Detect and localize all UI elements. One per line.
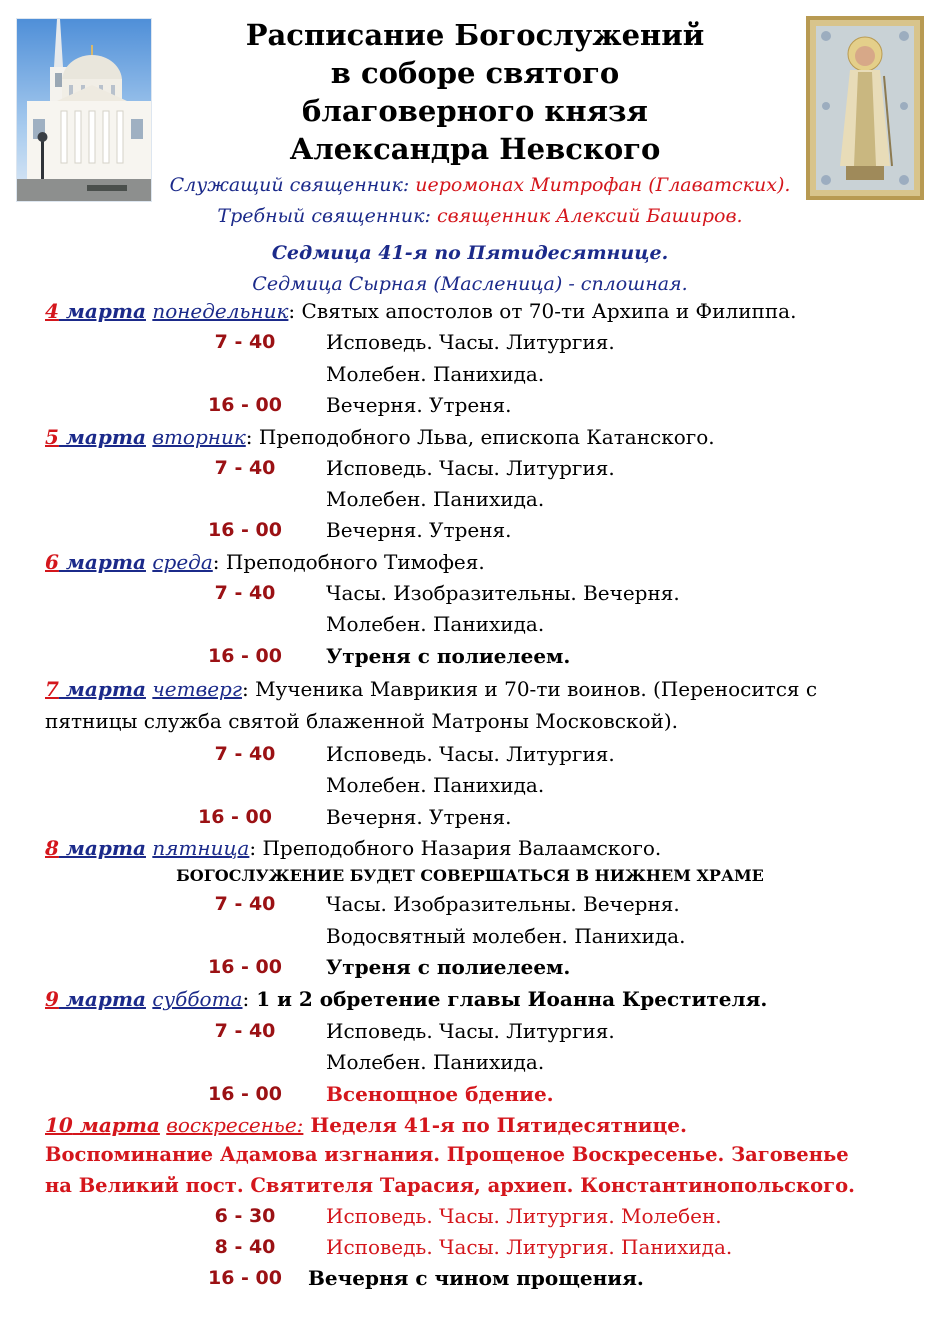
service-line: Молебен. Панихида. [326, 773, 545, 797]
service-line: Вечерня. Утреня. [326, 805, 512, 829]
service-time: 7 - 40 [214, 893, 276, 915]
service-line: Исповедь. Часы. Литургия. [326, 456, 615, 480]
service-line: Молебен. Панихида. [326, 612, 545, 636]
service-line: Вечерня с чином прощения. [308, 1266, 644, 1290]
day-number: 9 [45, 987, 59, 1011]
saint-icon-image [806, 16, 924, 200]
day-heading [45, 548, 915, 576]
lower-church-notice: БОГОСЛУЖЕНИЕ БУДЕТ СОВЕРШАТЬСЯ В НИЖНЕМ ХРАМЕ [176, 866, 764, 885]
day-separator: : [212, 550, 220, 574]
day-weekday: понедельник [152, 299, 289, 323]
day-month: марта [58, 299, 146, 323]
day-feast: Неделя 41-я по Пятидесятнице. [303, 1113, 687, 1137]
day-heading [45, 675, 915, 703]
day-weekday: воскресенье: [166, 1113, 304, 1137]
day-weekday: четверг [152, 677, 242, 701]
day-weekday: пятница [152, 836, 250, 860]
service-line: Исповедь. Часы. Литургия. [326, 742, 615, 766]
service-line: Исповедь. Часы. Литургия. Панихида. [326, 1235, 733, 1259]
service-line: Утреня с полиелеем. [326, 644, 571, 668]
service-line: Вечерня. Утреня. [326, 518, 512, 542]
service-time: 16 - 00 [208, 1083, 282, 1105]
day-number: 8 [45, 836, 59, 860]
service-line: Вечерня. Утреня. [326, 393, 512, 417]
week-subtitle: Седмица Сырная (Масленица) - сплошная. [252, 273, 688, 295]
day-number: 4 [45, 299, 59, 323]
title-line: Александра Невского [289, 132, 661, 166]
service-time: 7 - 40 [214, 582, 276, 604]
cathedral-image [16, 18, 152, 202]
day-weekday: среда [152, 550, 213, 574]
day-separator: : [241, 677, 249, 701]
service-line: Всенощное бдение. [326, 1082, 554, 1106]
service-line: Молебен. Панихида. [326, 1050, 545, 1074]
service-time: 16 - 00 [208, 519, 282, 541]
day-feast: Преподобного Тимофея. [219, 550, 485, 574]
day-separator: : [242, 987, 250, 1011]
day-weekday: вторник [152, 425, 246, 449]
service-time: 7 - 40 [214, 457, 276, 479]
day-month: марта [58, 987, 146, 1011]
service-line: Молебен. Панихида. [326, 362, 545, 386]
service-line: Исповедь. Часы. Литургия. [326, 1019, 615, 1043]
day-heading [45, 423, 915, 451]
service-time: 7 - 40 [214, 1020, 276, 1042]
day-heading [45, 834, 915, 862]
day-feast-continued: пятницы служба святой блаженной Матроны Московской). [45, 709, 679, 733]
service-line: Утреня с полиелеем. [326, 955, 571, 979]
serving-priest-label: Служащий священник: [169, 174, 410, 196]
day-separator: : [249, 836, 257, 860]
day-month: марта [58, 425, 146, 449]
service-line: Молебен. Панихида. [326, 487, 545, 511]
day-feast: Преподобного Назария Валаамского. [256, 836, 662, 860]
day-feast: Преподобного Льва, епископа Катанского. [252, 425, 715, 449]
title-line: благоверного князя [302, 94, 648, 128]
rite-priest-name: священник Алексий Баширов. [436, 205, 743, 227]
service-time: 7 - 40 [214, 331, 276, 353]
service-time: 16 - 00 [208, 956, 282, 978]
day-number: 10 [45, 1113, 73, 1137]
service-time: 7 - 40 [214, 743, 276, 765]
service-line: Водосвятный молебен. Панихида. [326, 924, 686, 948]
service-time: 16 - 00 [208, 645, 282, 667]
day-month: марта [72, 1113, 160, 1137]
day-number: 5 [45, 425, 59, 449]
serving-priest [150, 172, 810, 198]
week-title: Седмица 41-я по Пятидесятнице. [271, 242, 669, 264]
service-line: Исповедь. Часы. Литургия. [326, 330, 615, 354]
day-weekday: суббота [152, 987, 243, 1011]
day-feast-continued: Воспоминание Адамова изгнания. Прощеное Воскресенье. Заговенье [45, 1143, 849, 1166]
service-time: 8 - 40 [214, 1236, 276, 1258]
day-month: марта [58, 550, 146, 574]
service-line: Часы. Изобразительны. Вечерня. [326, 892, 680, 916]
rite-priest-label: Требный священник: [217, 205, 431, 227]
day-month: марта [58, 836, 146, 860]
day-number: 6 [45, 550, 59, 574]
day-feast: 1 и 2 обретение главы Иоанна Крестителя. [249, 987, 768, 1011]
service-time: 16 - 00 [208, 394, 282, 416]
service-time: 16 - 00 [208, 1267, 282, 1289]
day-separator: : [245, 425, 253, 449]
day-heading [45, 985, 915, 1013]
title-line: в соборе святого [330, 56, 620, 90]
title-line: Расписание Богослужений [245, 18, 705, 52]
day-heading [45, 297, 915, 325]
service-time: 6 - 30 [214, 1205, 276, 1227]
page-title [160, 16, 790, 168]
day-feast-continued: на Великий пост. Святителя Тарасия, архиеп. Константинопольского. [45, 1174, 855, 1197]
service-line: Часы. Изобразительны. Вечерня. [326, 581, 680, 605]
serving-priest-name: иеромонах Митрофан (Главатских). [415, 174, 791, 196]
day-number: 7 [45, 677, 59, 701]
day-month: марта [58, 677, 146, 701]
day-separator: : [288, 299, 296, 323]
service-time: 16 - 00 [198, 806, 272, 828]
rite-priest [150, 203, 810, 229]
service-line: Исповедь. Часы. Литургия. Молебен. [326, 1204, 722, 1228]
day-feast: Святых апостолов от 70-ти Архипа и Филиппа. [295, 299, 797, 323]
day-heading [45, 1111, 915, 1139]
day-feast: Мученика Маврикия и 70-ти воинов. (Переносится с [248, 677, 818, 701]
